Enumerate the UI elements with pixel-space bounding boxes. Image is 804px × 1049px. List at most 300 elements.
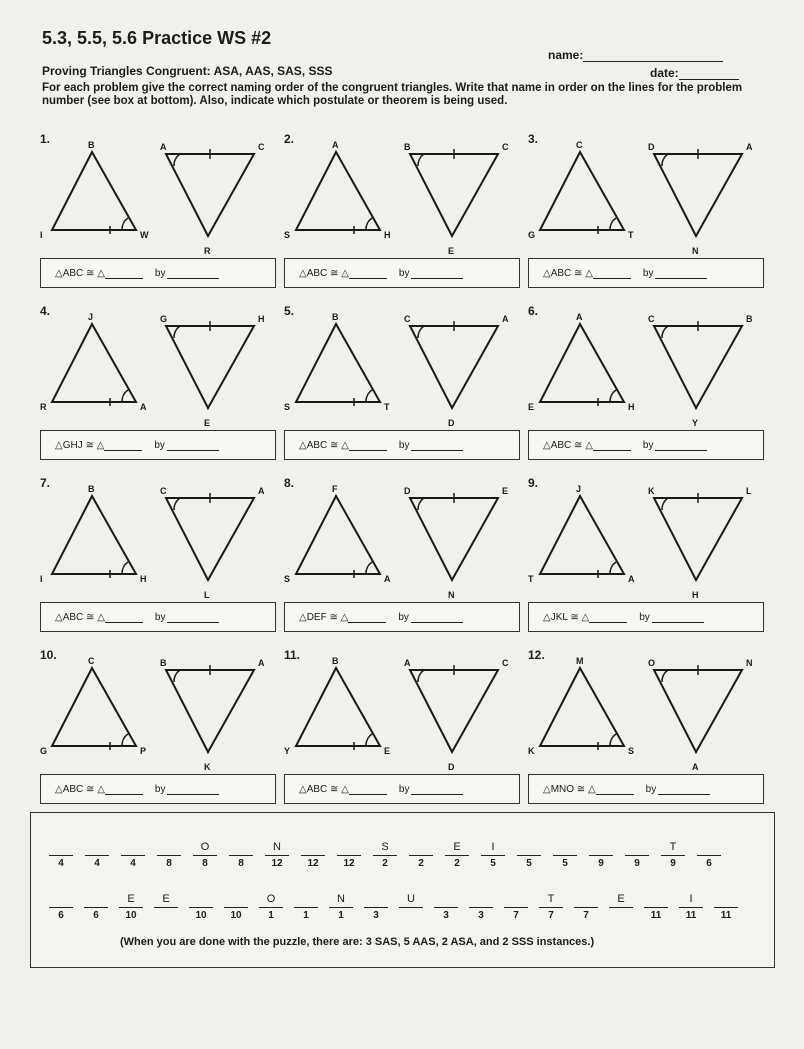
date-line[interactable]	[679, 67, 739, 80]
slot-number: 5	[526, 858, 532, 869]
slot-number: 11	[650, 910, 662, 921]
problem-2	[284, 130, 524, 298]
vertex-label: R	[204, 246, 211, 256]
triangle-2	[410, 154, 498, 236]
by-label: by	[398, 439, 410, 451]
vertex-label: K	[528, 746, 535, 756]
slot-number: 7	[583, 910, 589, 921]
puzzle-slot[interactable]	[193, 841, 217, 869]
slot-letter	[84, 893, 108, 908]
slot-number: 3	[443, 910, 449, 921]
slot-letter: U	[399, 893, 423, 908]
instructions: For each problem give the correct naming order of the congruent triangles. Write that name in order on the lines for the problem number (see box at bottom). Also, indicate which postulate or theorem is being used.	[42, 82, 743, 107]
puzzle-slot[interactable]	[399, 893, 423, 910]
triangle-name-line[interactable]	[105, 268, 143, 279]
angle-arc	[174, 498, 180, 510]
triangle-1	[296, 324, 380, 402]
triangle-figure	[284, 654, 524, 776]
congruence-statement: △DEF ≅ △	[299, 611, 349, 623]
by-label: by	[639, 611, 650, 623]
slot-number: 8	[202, 858, 208, 869]
slot-letter: I	[679, 893, 703, 908]
answer-box	[284, 602, 520, 632]
vertex-label: B	[88, 140, 95, 150]
problem-8	[284, 474, 524, 642]
vertex-label: E	[204, 418, 211, 428]
by-label: by	[398, 267, 410, 279]
triangle-figure	[40, 654, 280, 776]
slot-number: 5	[490, 858, 496, 869]
triangle-2	[654, 670, 742, 752]
congruence-statement: △ABC ≅ △	[543, 267, 593, 279]
vertex-label: E	[502, 486, 509, 496]
date-label: date:	[650, 66, 739, 80]
slot-letter: I	[481, 841, 505, 856]
vertex-label: P	[140, 746, 147, 756]
slot-letter: E	[119, 893, 143, 908]
slot-number: 12	[343, 858, 355, 869]
vertex-label: A	[502, 314, 509, 324]
slot-letter	[589, 841, 613, 856]
slot-number: 11	[685, 910, 697, 921]
vertex-label: G	[40, 746, 48, 756]
angle-arc	[662, 498, 668, 510]
angle-arc	[122, 390, 128, 402]
slot-number: 8	[166, 858, 172, 869]
congruence-statement: △ABC ≅ △	[299, 267, 349, 279]
vertex-label: E	[528, 402, 535, 412]
puzzle-slot[interactable]	[85, 841, 109, 869]
problem-number: 5.	[284, 304, 295, 318]
vertex-label: C	[648, 314, 655, 324]
vertex-label: T	[628, 230, 634, 240]
triangle-figure	[528, 310, 768, 432]
angle-arc	[610, 390, 616, 402]
slot-number: 3	[478, 910, 484, 921]
puzzle-slot[interactable]	[121, 841, 145, 869]
slot-letter	[409, 841, 433, 856]
vertex-label: H	[258, 314, 265, 324]
slot-letter	[157, 841, 181, 856]
triangle-1	[540, 152, 624, 230]
vertex-label: E	[384, 746, 391, 756]
angle-arc	[610, 218, 616, 230]
angle-arc	[174, 154, 180, 166]
problem-number: 8.	[284, 476, 295, 490]
angle-arc	[662, 326, 668, 338]
puzzle-slot[interactable]	[609, 893, 633, 910]
slot-number: 9	[634, 858, 640, 869]
puzzle-slot[interactable]	[49, 841, 73, 869]
vertex-label: C	[160, 486, 167, 496]
puzzle-slot[interactable]	[644, 893, 668, 921]
slot-letter: O	[259, 893, 283, 908]
slot-number: 6	[706, 858, 712, 869]
slot-letter	[625, 841, 649, 856]
puzzle-slot[interactable]	[373, 841, 397, 869]
slot-letter	[364, 893, 388, 908]
triangle-figure	[528, 482, 768, 604]
problem-number: 9.	[528, 476, 539, 490]
vertex-label: A	[628, 574, 635, 584]
puzzle-slot[interactable]	[84, 893, 108, 921]
postulate-line[interactable]	[652, 612, 704, 623]
triangle-figure	[528, 654, 768, 776]
slot-letter	[229, 841, 253, 856]
triangle-2	[654, 326, 742, 408]
vertex-label: B	[404, 142, 411, 152]
vertex-label: Y	[284, 746, 291, 756]
answer-box	[528, 602, 764, 632]
puzzle-slot[interactable]	[625, 841, 649, 869]
slot-letter: N	[265, 841, 289, 856]
slot-number: 6	[58, 910, 64, 921]
vertex-label: T	[384, 402, 390, 412]
triangle-2	[654, 154, 742, 236]
slot-letter: E	[445, 841, 469, 856]
vertex-label: A	[140, 402, 147, 412]
triangle-figure	[40, 482, 280, 604]
slot-letter	[189, 893, 213, 908]
puzzle-slot[interactable]	[574, 893, 598, 921]
puzzle-footnote: (When you are done with the puzzle, there are: 3 SAS, 5 AAS, 2 ASA, and 2 SSS instances.)	[120, 936, 595, 948]
puzzle-slot[interactable]	[364, 893, 388, 921]
slot-number: 6	[93, 910, 99, 921]
slot-letter: T	[661, 841, 685, 856]
triangle-name-line[interactable]	[348, 612, 386, 623]
postulate-line[interactable]	[411, 612, 463, 623]
answer-box	[528, 258, 764, 288]
puzzle-slot[interactable]	[661, 841, 685, 869]
triangle-2	[410, 498, 498, 580]
slot-number: 2	[382, 858, 388, 869]
slot-number: 1	[303, 910, 309, 921]
vertex-label: N	[692, 246, 699, 256]
slot-number: 4	[58, 858, 64, 869]
by-label: by	[154, 439, 165, 451]
postulate-line[interactable]	[655, 440, 707, 451]
puzzle-slot[interactable]	[229, 841, 253, 869]
triangle-2	[410, 326, 498, 408]
vertex-label: W	[140, 230, 149, 240]
puzzle-slot[interactable]	[119, 893, 143, 921]
vertex-label: N	[746, 658, 753, 668]
slot-letter	[697, 841, 721, 856]
problem-number: 3.	[528, 132, 539, 146]
triangle-name-line[interactable]	[105, 784, 143, 795]
triangle-1	[540, 496, 624, 574]
subtitle: Proving Triangles Congruent: ASA, AAS, SAS, SSS	[42, 64, 333, 78]
postulate-line[interactable]	[411, 268, 463, 279]
slot-number: 2	[418, 858, 424, 869]
slot-number: 10	[230, 910, 242, 921]
vertex-label: C	[502, 658, 509, 668]
worksheet-title: 5.3, 5.5, 5.6 Practice WS #2	[42, 28, 272, 48]
slot-number: 11	[720, 910, 732, 921]
slot-number: 7	[513, 910, 519, 921]
puzzle-slot[interactable]	[697, 841, 721, 869]
slot-number: 1	[338, 910, 344, 921]
postulate-line[interactable]	[167, 784, 219, 795]
triangle-2	[166, 670, 254, 752]
vertex-label: C	[88, 656, 95, 666]
triangle-name-line[interactable]	[596, 784, 634, 795]
slot-letter	[49, 893, 73, 908]
vertex-label: A	[404, 658, 411, 668]
vertex-label: N	[448, 590, 455, 600]
slot-letter	[644, 893, 668, 908]
puzzle-slot[interactable]	[714, 893, 738, 921]
problem-6	[528, 302, 768, 470]
vertex-label: J	[576, 484, 582, 494]
problem-number: 1.	[40, 132, 51, 146]
vertex-label: B	[746, 314, 753, 324]
triangle-name-line[interactable]	[349, 440, 387, 451]
answer-box	[40, 430, 276, 460]
problem-number: 12.	[528, 648, 545, 662]
slot-letter	[517, 841, 541, 856]
vertex-label: B	[88, 484, 95, 494]
slot-letter	[574, 893, 598, 908]
slot-number: 7	[548, 910, 554, 921]
puzzle-slot[interactable]	[481, 841, 505, 869]
slot-number: 4	[94, 858, 100, 869]
slot-letter	[49, 841, 73, 856]
vertex-label: A	[258, 658, 265, 668]
puzzle-slot[interactable]	[409, 841, 433, 869]
puzzle-slot[interactable]	[189, 893, 213, 921]
vertex-label: C	[576, 140, 583, 150]
puzzle-slot[interactable]	[265, 841, 289, 869]
slot-number: 5	[562, 858, 568, 869]
slot-letter: O	[193, 841, 217, 856]
problem-number: 11.	[284, 648, 301, 662]
puzzle-slot[interactable]	[301, 841, 325, 869]
postulate-line[interactable]	[658, 784, 710, 795]
puzzle-slot[interactable]	[49, 893, 73, 921]
puzzle-slot[interactable]	[294, 893, 318, 921]
vertex-label: A	[258, 486, 265, 496]
slot-letter	[469, 893, 493, 908]
postulate-line[interactable]	[167, 440, 219, 451]
triangle-figure	[528, 138, 768, 260]
triangle-1	[540, 668, 624, 746]
slot-letter: S	[373, 841, 397, 856]
angle-arc	[122, 562, 128, 574]
congruence-statement: △ABC ≅ △	[55, 611, 105, 623]
answer-box	[284, 258, 520, 288]
postulate-line[interactable]	[411, 784, 463, 795]
slot-letter	[224, 893, 248, 908]
triangle-name-line[interactable]	[593, 268, 631, 279]
puzzle-slot[interactable]	[445, 841, 469, 869]
vertex-label: O	[648, 658, 656, 668]
triangle-1	[52, 152, 136, 230]
triangle-1	[52, 324, 136, 402]
answer-box	[40, 258, 276, 288]
vertex-label: D	[404, 486, 411, 496]
problem-number: 7.	[40, 476, 51, 490]
angle-arc	[174, 326, 180, 338]
vertex-label: C	[258, 142, 265, 152]
triangle-2	[410, 670, 498, 752]
vertex-label: J	[88, 312, 94, 322]
vertex-label: S	[284, 574, 291, 584]
vertex-label: G	[528, 230, 536, 240]
angle-arc	[418, 498, 424, 510]
triangle-2	[166, 498, 254, 580]
postulate-line[interactable]	[167, 268, 219, 279]
vertex-label: C	[502, 142, 509, 152]
vertex-label: Y	[692, 418, 699, 428]
slot-number: 12	[271, 858, 283, 869]
problem-1	[40, 130, 280, 298]
angle-arc	[418, 670, 424, 682]
congruence-statement: △ABC ≅ △	[55, 783, 105, 795]
puzzle-slot[interactable]	[329, 893, 353, 921]
triangle-2	[166, 326, 254, 408]
slot-letter	[301, 841, 325, 856]
congruence-statement: △ABC ≅ △	[299, 439, 349, 451]
triangle-1	[540, 324, 624, 402]
vertex-label: E	[448, 246, 455, 256]
triangle-1	[52, 496, 136, 574]
angle-arc	[122, 218, 128, 230]
vertex-label: B	[332, 656, 339, 666]
vertex-label: H	[140, 574, 147, 584]
triangle-figure	[284, 310, 524, 432]
puzzle-slot[interactable]	[157, 841, 181, 869]
problem-10	[40, 646, 280, 814]
slot-number: 4	[130, 858, 136, 869]
vertex-label: D	[448, 418, 455, 428]
puzzle-slot[interactable]	[224, 893, 248, 921]
answer-box	[40, 774, 276, 804]
problem-7	[40, 474, 280, 642]
puzzle-slot[interactable]	[679, 893, 703, 921]
answer-box	[284, 774, 520, 804]
vertex-label: D	[648, 142, 655, 152]
postulate-line[interactable]	[655, 268, 707, 279]
vertex-label: T	[528, 574, 534, 584]
slot-number: 1	[268, 910, 274, 921]
puzzle-slot[interactable]	[469, 893, 493, 921]
angle-arc	[610, 562, 616, 574]
angle-arc	[418, 154, 424, 166]
by-label: by	[398, 611, 409, 623]
slot-letter	[553, 841, 577, 856]
puzzle-slot[interactable]	[539, 893, 563, 921]
postulate-line[interactable]	[411, 440, 463, 451]
slot-letter	[85, 841, 109, 856]
vertex-label: B	[332, 312, 339, 322]
puzzle-slot[interactable]	[434, 893, 458, 921]
puzzle-slot[interactable]	[337, 841, 361, 869]
slot-number: 12	[307, 858, 319, 869]
vertex-label: A	[332, 140, 339, 150]
vertex-label: A	[576, 312, 583, 322]
puzzle-slot[interactable]	[589, 841, 613, 869]
triangle-name-line[interactable]	[589, 612, 627, 623]
slot-letter	[714, 893, 738, 908]
puzzle-slot[interactable]	[259, 893, 283, 921]
vertex-label: L	[746, 486, 752, 496]
triangle-name-line[interactable]	[349, 268, 387, 279]
congruence-statement: △ABC ≅ △	[543, 439, 593, 451]
angle-arc	[418, 326, 424, 338]
answer-box	[284, 430, 520, 460]
slot-number: 9	[670, 858, 676, 869]
puzzle-slot[interactable]	[517, 841, 541, 869]
slot-number: 10	[125, 910, 137, 921]
slot-letter	[337, 841, 361, 856]
answer-box	[528, 774, 764, 804]
triangle-name-line[interactable]	[105, 612, 143, 623]
angle-arc	[662, 154, 668, 166]
slot-letter: E	[609, 893, 633, 908]
angle-arc	[122, 734, 128, 746]
name-line[interactable]	[583, 49, 723, 62]
answer-box	[40, 602, 276, 632]
postulate-line[interactable]	[167, 612, 219, 623]
vertex-label: C	[404, 314, 411, 324]
slot-number: 2	[454, 858, 460, 869]
vertex-label: F	[332, 484, 338, 494]
slot-letter: E	[154, 893, 178, 908]
angle-arc	[366, 390, 372, 402]
vertex-label: A	[692, 762, 699, 772]
triangle-1	[296, 668, 380, 746]
by-label: by	[642, 439, 654, 451]
slot-letter	[434, 893, 458, 908]
vertex-label: L	[204, 590, 210, 600]
triangle-1	[296, 496, 380, 574]
vertex-label: K	[648, 486, 655, 496]
slot-letter: N	[329, 893, 353, 908]
vertex-label: I	[40, 574, 43, 584]
angle-arc	[366, 562, 372, 574]
vertex-label: S	[284, 230, 291, 240]
problem-11	[284, 646, 524, 814]
vertex-label: A	[160, 142, 167, 152]
vertex-label: H	[384, 230, 391, 240]
congruence-statement: △JKL ≅ △	[543, 611, 590, 623]
puzzle-slot[interactable]	[553, 841, 577, 869]
triangle-figure	[284, 482, 524, 604]
slot-number: 8	[238, 858, 244, 869]
slot-letter: T	[539, 893, 563, 908]
congruence-statement: △MNO ≅ △	[543, 783, 596, 795]
vertex-label: H	[628, 402, 635, 412]
triangle-1	[296, 152, 380, 230]
puzzle-slot[interactable]	[154, 893, 178, 910]
angle-arc	[174, 670, 180, 682]
slot-letter	[294, 893, 318, 908]
triangle-2	[654, 498, 742, 580]
problem-number: 2.	[284, 132, 295, 146]
problem-5	[284, 302, 524, 470]
triangle-name-line[interactable]	[349, 784, 387, 795]
by-label: by	[154, 611, 166, 623]
name-label: name:	[548, 48, 723, 62]
triangle-name-line[interactable]	[104, 440, 142, 451]
slot-letter	[504, 893, 528, 908]
problem-number: 4.	[40, 304, 51, 318]
problem-number: 6.	[528, 304, 539, 318]
triangle-name-line[interactable]	[593, 440, 631, 451]
triangle-figure	[40, 138, 280, 260]
puzzle-slot[interactable]	[504, 893, 528, 921]
